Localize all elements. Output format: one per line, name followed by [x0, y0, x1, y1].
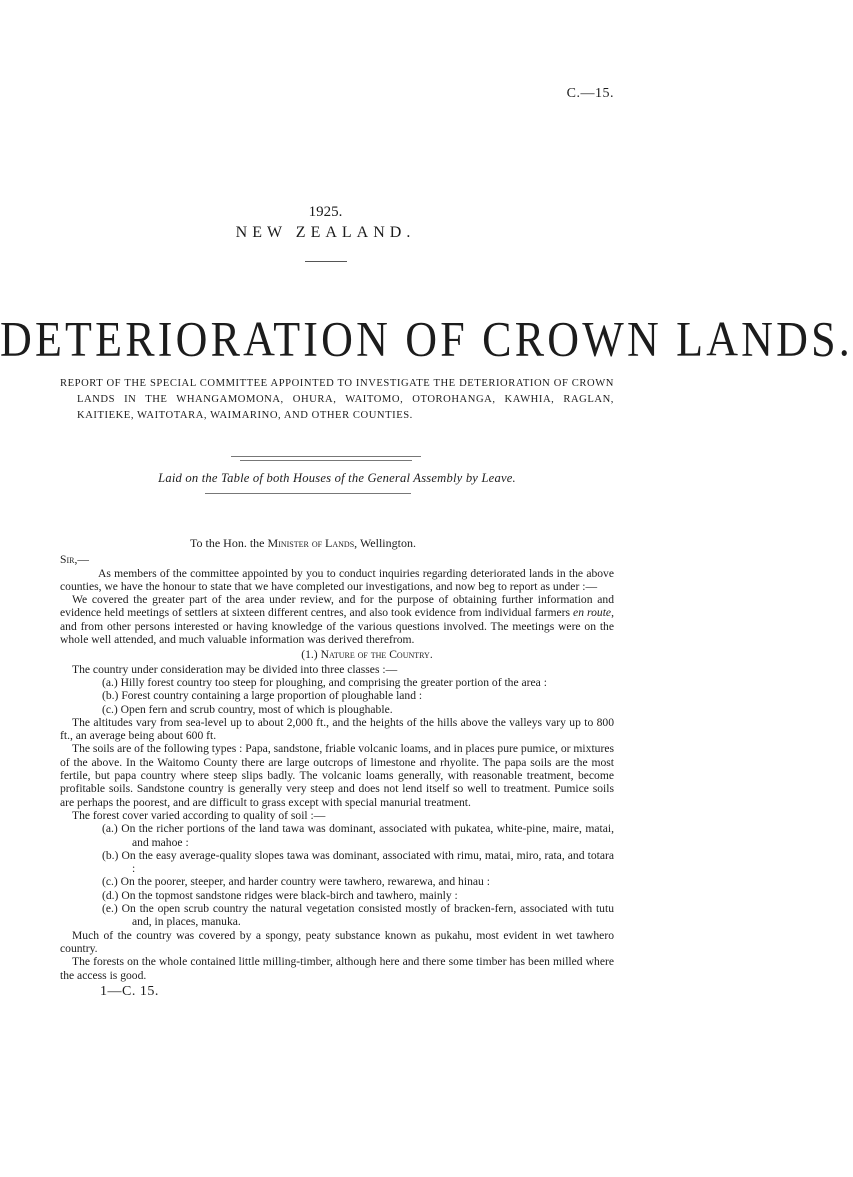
list-item: (b.) Forest country containing a large proportion of ploughable land : [102, 689, 423, 703]
list-item: (c.) Open fern and scrub country, most of which is ploughable. [102, 702, 393, 716]
paragraph: The country under consideration may be divided into three classes :— [72, 662, 398, 676]
laid-on-table-note: Laid on the Table of both Houses of the General Assembly by Leave. [158, 471, 516, 485]
paragraph: The soils are of the following types : Papa, sandstone, friable volcanic loams, and in places pure pumice, or mixtures of the above. In the Waitomo County there are large outcrops of limestone and rhyolite. The papa soils are the most fertile, but papa country where steep slips badly. The volcanic loams generally, with reasonable treatment, become profitable soils. Sandstone country is generally very steep and does not lend itself so well to treatment. Pumice soils are perhaps the poorest, and are difficult to grass except with special manurial treatment. [60, 742, 614, 809]
paragraph [60, 593, 614, 646]
list-item: (e.) On the open scrub country the natural vegetation consisted mostly of bracken-fern, associated with tutu and, in places, manuka. [102, 902, 614, 929]
divider-rule [231, 456, 421, 457]
section-heading [60, 648, 614, 661]
paragraph: The forest cover varied according to quality of soil :— [72, 808, 326, 822]
salutation: Sir,— [60, 553, 89, 567]
list-item: (c.) On the poorer, steeper, and harder country were tawhero, rewarewa, and hinau : [102, 875, 490, 889]
list-item: (a.) Hilly forest country too steep for ploughing, and comprising the greater portion of the area : [102, 675, 547, 689]
letter-body [60, 537, 614, 998]
paragraph-text: , and from other persons interested or having knowledge of the various questions involved. The meetings were on the whole well attended, and much valuable information was derived therefrom. [60, 606, 614, 647]
addressee-suffix: , Wellington. [354, 536, 416, 550]
divider-rule [205, 493, 411, 494]
addressee-line [60, 537, 614, 550]
paragraph: As members of the committee appointed by you to conduct inquiries regarding deteriorated lands in the above counties, we have the honour to state that we have completed our investigations, and now beg to report as under :— [60, 566, 614, 593]
paragraph-text: We covered the greater part of the area under review, and for the purpose of obtaining further information and evidence held meetings of settlers at sixteen different centres, and also took evidence from individual farmers [60, 593, 614, 620]
addressee-office: Minister of Lands [267, 536, 355, 550]
paragraph: Much of the country was covered by a spongy, peaty substance known as pukahu, most evident in wet tawhero country. [60, 928, 614, 955]
page-footer-reference: 1—C. 15. [100, 983, 159, 999]
paper-reference: C.—15. [566, 86, 614, 101]
report-heading [60, 376, 614, 424]
paragraph: The forests on the whole contained little milling-timber, although here and there some timber has been milled where the access is good. [60, 955, 614, 982]
document-title: DETERIORATION OF CROWN LANDS. [0, 312, 853, 367]
divider-rule [305, 261, 347, 262]
section-number: (1.) [301, 648, 318, 662]
list-item: (a.) On the richer portions of the land tawa was dominant, associated with pukatea, white-pine, maire, matai, and mahoe : [102, 822, 614, 849]
list-item: (d.) On the topmost sandstone ridges were black-birch and tawhero, mainly : [102, 888, 458, 902]
report-heading-text: REPORT OF THE SPECIAL COMMITTEE APPOINTED TO INVESTIGATE THE DETERIORATION OF CROWN LANDS IN THE WHANGAMOMONA, OHURA, WAITOMO, OTOROHANGA, KAWHIA, RAGLAN, KAITIEKE, WAITOTARA, WAIMARINO, AND OTHER COUNTIES. [60, 378, 614, 421]
divider-rule [240, 460, 412, 461]
section-title: Nature of the Country. [320, 648, 433, 662]
italic-phrase: en route [573, 606, 612, 620]
paragraph: The altitudes vary from sea-level up to about 2,000 ft., and the heights of the hills above the valleys vary up to 800 ft., an average being about 600 ft. [60, 715, 614, 743]
publication-year: 1925. [308, 204, 343, 220]
list-item: (b.) On the easy average-quality slopes tawa was dominant, associated with rimu, matai, miro, rata, and totara : [102, 848, 614, 876]
addressee-prefix: To the Hon. the [190, 536, 265, 550]
country-heading: NEW ZEALAND. [235, 224, 416, 241]
